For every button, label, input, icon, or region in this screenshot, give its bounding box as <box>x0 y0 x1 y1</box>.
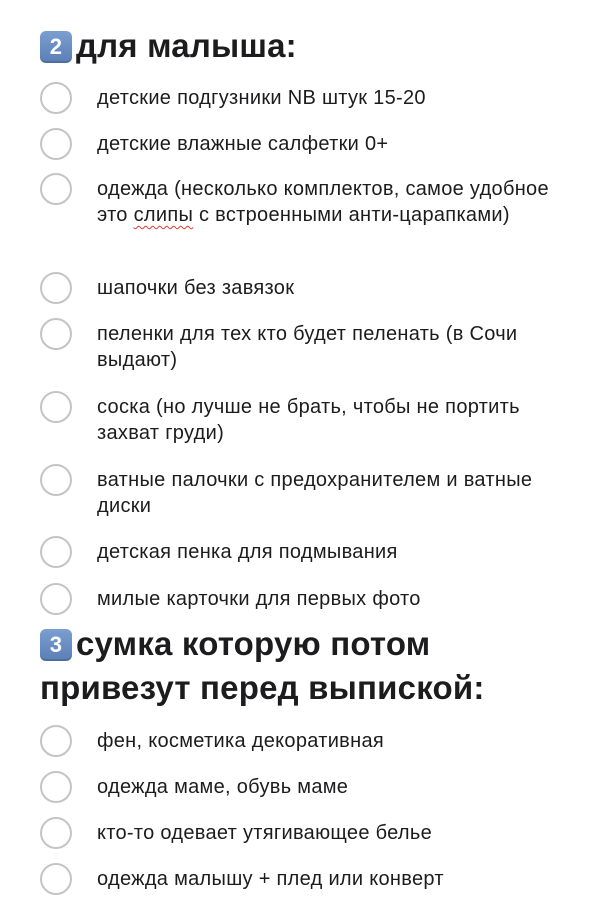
checkbox[interactable] <box>40 583 72 615</box>
keycap-3-icon: 3 <box>40 629 72 661</box>
checkbox[interactable] <box>40 318 72 350</box>
item-label: детские подгузники NB штук 15-20 <box>97 87 426 109</box>
section-2-title: для малыша: <box>76 27 297 64</box>
checkbox[interactable] <box>40 173 72 205</box>
keycap-2-icon: 2 <box>40 31 72 63</box>
checkbox[interactable] <box>40 128 72 160</box>
section-3-title-line1: сумка которую потом <box>76 625 431 662</box>
checkbox[interactable] <box>40 771 72 803</box>
section-2-heading <box>40 24 297 68</box>
spellcheck-word[interactable]: слипы <box>133 204 194 226</box>
checkbox[interactable] <box>40 82 72 114</box>
item-label: милые карточки для первых фото <box>97 588 421 610</box>
item-label: одежда малышу + плед или конверт <box>97 868 444 890</box>
item-label-part: одежда (несколько комплектов, самое удобное это <box>97 178 549 226</box>
checkbox[interactable] <box>40 464 72 496</box>
item-label: фен, косметика декоративная <box>97 730 384 752</box>
item-label: детская пенка для подмывания <box>97 541 398 563</box>
checkbox[interactable] <box>40 272 72 304</box>
item-label: детские влажные салфетки 0+ <box>97 133 389 155</box>
checkbox[interactable] <box>40 391 72 423</box>
section-3-title-line2: привезут перед выпиской: <box>40 669 485 706</box>
checkbox[interactable] <box>40 536 72 568</box>
section-3-heading <box>40 622 485 710</box>
item-label: шапочки без завязок <box>97 277 295 299</box>
item-label: пеленки для тех кто будет пеленать (в Сочи выдают) <box>97 323 518 371</box>
item-label-part: с встроенными анти-царапками) <box>193 204 510 226</box>
item-label: кто-то одевает утягивающее белье <box>97 822 432 844</box>
item-label <box>97 176 557 228</box>
checkbox[interactable] <box>40 725 72 757</box>
item-label: ватные палочки с предохранителем и ватные диски <box>97 469 533 517</box>
checkbox[interactable] <box>40 863 72 895</box>
checkbox[interactable] <box>40 817 72 849</box>
item-label: соска (но лучше не брать, чтобы не портить захват груди) <box>97 396 520 444</box>
item-label: одежда маме, обувь маме <box>97 776 349 798</box>
